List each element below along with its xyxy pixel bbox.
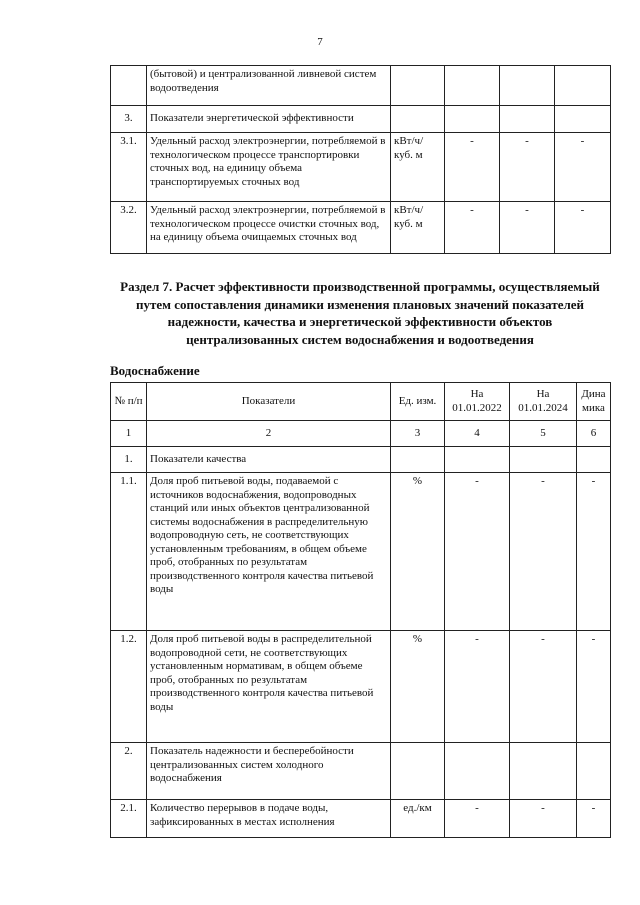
table-water-supply-indicators bbox=[110, 382, 611, 838]
header-dynamics: Динамика bbox=[577, 383, 611, 421]
value-cell bbox=[445, 447, 510, 473]
header-date-2024: На 01.01.2024 bbox=[510, 383, 577, 421]
row-number: 3. bbox=[111, 106, 147, 133]
unit-cell: % bbox=[391, 473, 445, 631]
value-cell bbox=[445, 743, 510, 800]
index-row bbox=[111, 421, 611, 447]
table-row bbox=[111, 743, 611, 800]
table-row bbox=[111, 447, 611, 473]
header-unit: Ед. изм. bbox=[391, 383, 445, 421]
value-cell bbox=[500, 106, 555, 133]
indicator-text: Количество перерывов в подаче воды, зафиксированных в местах исполнения bbox=[147, 800, 391, 838]
unit-cell bbox=[391, 66, 445, 106]
value-cell bbox=[445, 66, 500, 106]
indicator-text: (бытовой) и централизованной ливневой систем водоотведения bbox=[147, 66, 391, 106]
table-row bbox=[111, 66, 611, 106]
value-cell bbox=[577, 743, 611, 800]
value-cell: - bbox=[555, 133, 611, 202]
row-number: 2.1. bbox=[111, 800, 147, 838]
value-cell bbox=[500, 66, 555, 106]
subsection-heading: Водоснабжение bbox=[110, 363, 200, 378]
value-cell: - bbox=[577, 800, 611, 838]
row-number: 3.1. bbox=[111, 133, 147, 202]
value-cell: - bbox=[500, 133, 555, 202]
value-cell bbox=[510, 447, 577, 473]
value-cell bbox=[577, 447, 611, 473]
value-cell bbox=[510, 743, 577, 800]
table-row bbox=[111, 473, 611, 631]
value-cell: - bbox=[445, 800, 510, 838]
value-cell: - bbox=[555, 202, 611, 254]
row-number: 1. bbox=[111, 447, 147, 473]
table-row bbox=[111, 133, 611, 202]
indicator-text: Удельный расход электроэнергии, потребляемой в технологическом процессе очистки сточных вод, на единицу объема очищаемых сточных вод bbox=[147, 202, 391, 254]
value-cell bbox=[445, 106, 500, 133]
index-cell: 6 bbox=[577, 421, 611, 447]
table-row bbox=[111, 202, 611, 254]
index-cell: 2 bbox=[147, 421, 391, 447]
value-cell: - bbox=[445, 473, 510, 631]
index-cell: 5 bbox=[510, 421, 577, 447]
row-number: 2. bbox=[111, 743, 147, 800]
unit-cell: кВт/ч/ куб. м bbox=[391, 133, 445, 202]
header-number: № п/п bbox=[111, 383, 147, 421]
value-cell bbox=[555, 106, 611, 133]
unit-cell bbox=[391, 106, 445, 133]
value-cell: - bbox=[510, 800, 577, 838]
section-heading: Раздел 7. Расчет эффективности производственной программы, осуществляемый путем сопоставления динамики изменения плановых значений показателей надежности, качества и энергетической эффективности объектов централизованных систем водоснабжения и водоотведения bbox=[120, 279, 600, 347]
value-cell: - bbox=[445, 202, 500, 254]
indicator-text: Доля проб питьевой воды, подаваемой с источников водоснабжения, водопроводных станций или иных объектов централизованной системы водоснабжения в распределительную водопроводную сеть, не соответствующих установленным требованиям, в общем объеме проб, отобранных по результатам производственного контроля качества питьевой воды bbox=[147, 473, 391, 631]
index-cell: 4 bbox=[445, 421, 510, 447]
header-date-2022: На 01.01.2022 bbox=[445, 383, 510, 421]
unit-cell bbox=[391, 743, 445, 800]
value-cell: - bbox=[445, 631, 510, 743]
page-number: 7 bbox=[317, 36, 323, 48]
value-cell: - bbox=[500, 202, 555, 254]
indicator-text: Удельный расход электроэнергии, потребляемой в технологическом процессе транспортировки сточных вод, на единицу объема транспортируемых сточных вод bbox=[147, 133, 391, 202]
index-cell: 3 bbox=[391, 421, 445, 447]
row-number: 1.2. bbox=[111, 631, 147, 743]
table-row bbox=[111, 631, 611, 743]
table-row bbox=[111, 800, 611, 838]
indicator-text: Показатель надежности и бесперебойности централизованных систем холодного водоснабжения bbox=[147, 743, 391, 800]
row-number: 3.2. bbox=[111, 202, 147, 254]
indicator-text: Показатели качества bbox=[147, 447, 391, 473]
value-cell: - bbox=[510, 473, 577, 631]
value-cell bbox=[555, 66, 611, 106]
unit-cell: ед./км bbox=[391, 800, 445, 838]
indicator-text: Доля проб питьевой воды в распределительной водопроводной сети, не соответствующих установленным нормативам, в общем объеме проб, отобранных по результатам производственного контроля качества питьевой воды bbox=[147, 631, 391, 743]
unit-cell: % bbox=[391, 631, 445, 743]
value-cell: - bbox=[577, 631, 611, 743]
unit-cell bbox=[391, 447, 445, 473]
table-header-row bbox=[111, 383, 611, 421]
value-cell: - bbox=[445, 133, 500, 202]
indicator-text: Показатели энергетической эффективности bbox=[147, 106, 391, 133]
table-row bbox=[111, 106, 611, 133]
row-number: 1.1. bbox=[111, 473, 147, 631]
index-cell: 1 bbox=[111, 421, 147, 447]
value-cell: - bbox=[510, 631, 577, 743]
table-sewerage-indicators bbox=[110, 65, 611, 254]
value-cell: - bbox=[577, 473, 611, 631]
header-indicator: Показатели bbox=[147, 383, 391, 421]
row-number bbox=[111, 66, 147, 106]
unit-cell: кВт/ч/ куб. м bbox=[391, 202, 445, 254]
